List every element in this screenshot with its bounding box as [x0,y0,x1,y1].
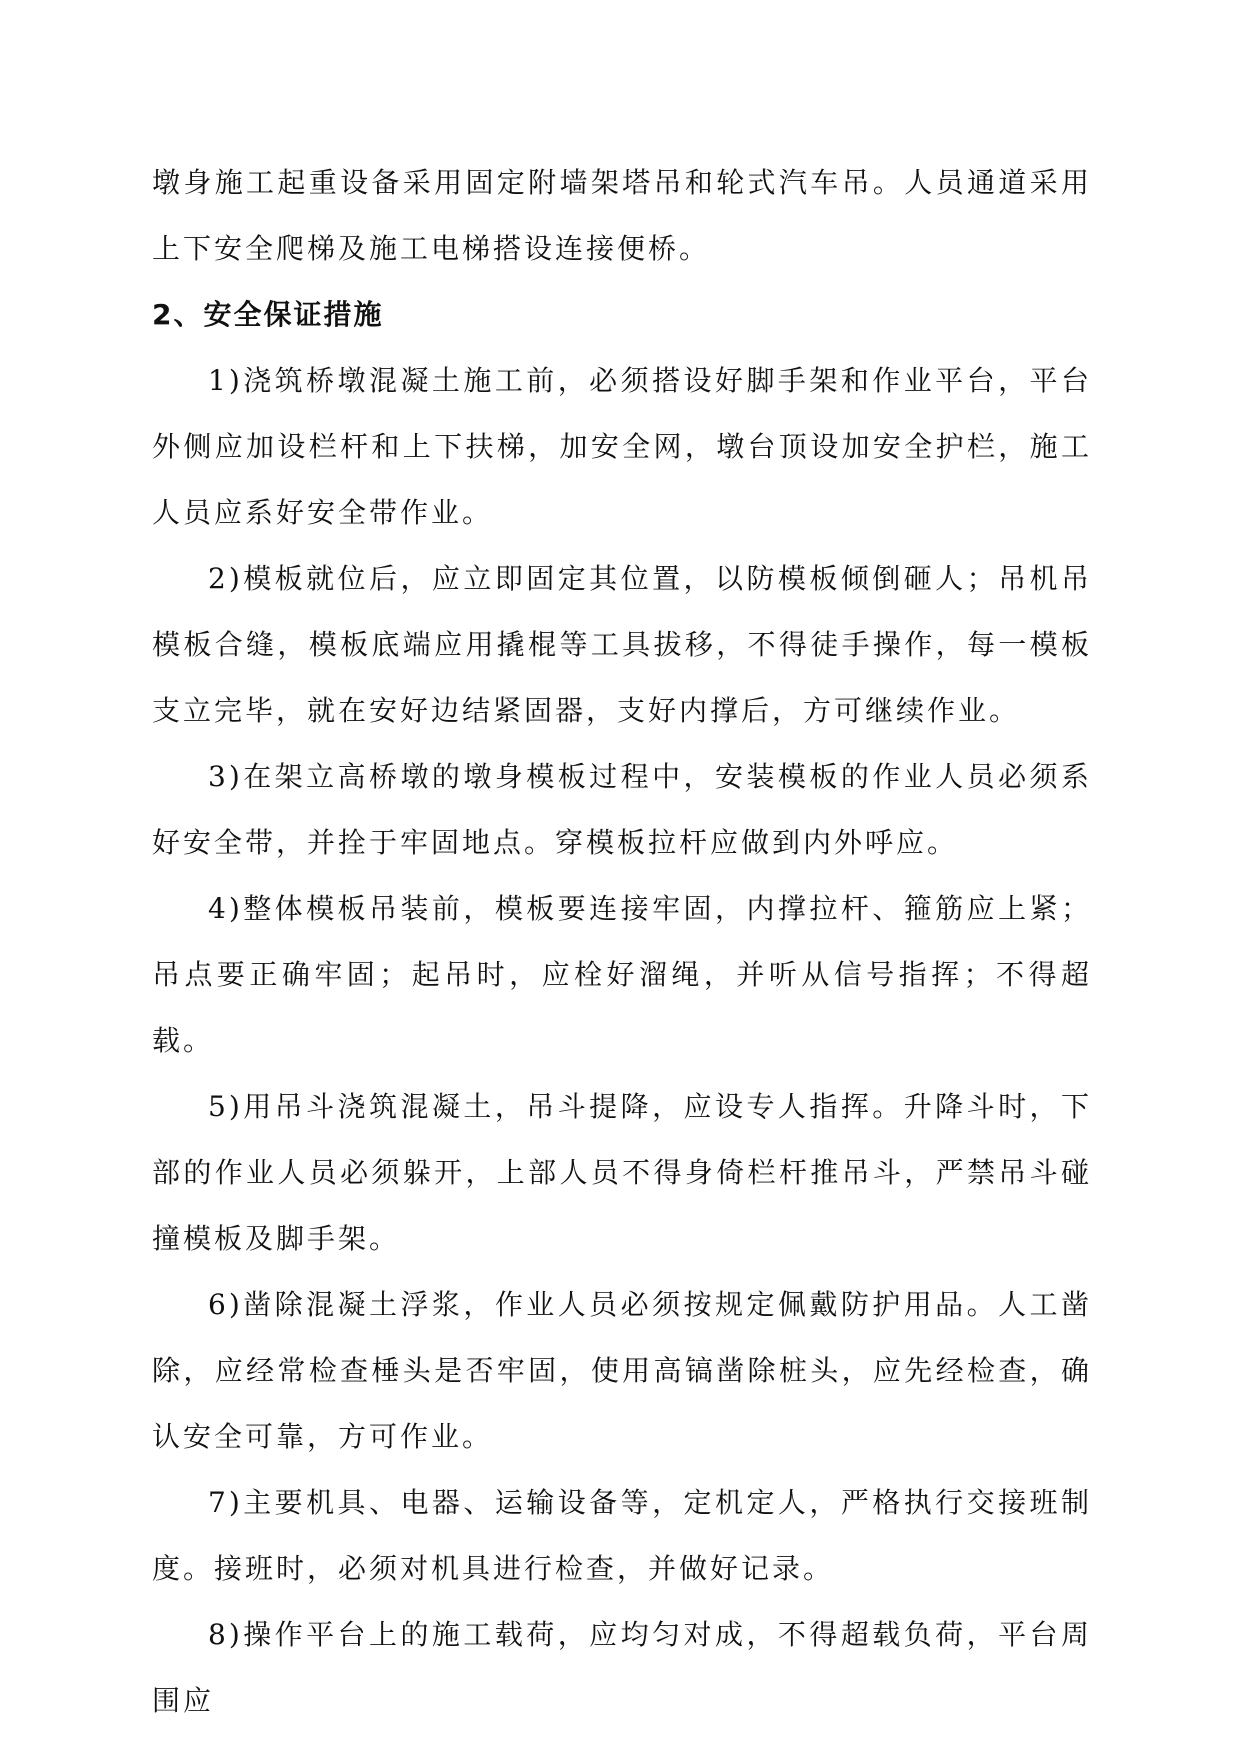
item-6-paragraph: 6)凿除混凝土浮浆，作业人员必须按规定佩戴防护用品。人工凿除，应经常检查棰头是否牢固，使用高镐凿除桩头，应先经检查，确认安全可靠，方可作业。 [152,1288,1092,1453]
item-7-paragraph: 7)主要机具、电器、运输设备等，定机定人，严格执行交接班制度。接班时，必须对机具进行检查，并做好记录。 [152,1486,1092,1585]
item-4-paragraph: 4)整体模板吊装前，模板要连接牢固，内撑拉杆、箍筋应上紧；吊点要正确牢固；起吊时，应栓好溜绳，并听从信号指挥；不得超载。 [152,892,1092,1057]
intro-paragraph: 墩身施工起重设备采用固定附墙架塔吊和轮式汽车吊。人员通道采用上下安全爬梯及施工电梯搭设连接便桥。 [152,166,1092,265]
item-2-paragraph: 2)模板就位后，应立即固定其位置，以防模板倾倒砸人；吊机吊模板合缝，模板底端应用撬棍等工具拔移，不得徒手操作，每一模板支立完毕，就在安好边结紧固器，支好内撑后，方可继续作业。 [152,562,1092,727]
item-1-paragraph: 1)浇筑桥墩混凝土施工前，必须搭设好脚手架和作业平台，平台外侧应加设栏杆和上下扶梯，加安全网，墩台顶设加安全护栏，施工人员应系好安全带作业。 [152,364,1092,529]
item-3-paragraph: 3)在架立高桥墩的墩身模板过程中，安装模板的作业人员必须系好安全带，并拴于牢固地点。穿模板拉杆应做到内外呼应。 [152,760,1092,859]
section-heading: 2、安全保证措施 [152,298,384,331]
document-page [152,150,1092,1734]
item-5-paragraph: 5)用吊斗浇筑混凝土，吊斗提降，应设专人指挥。升降斗时，下部的作业人员必须躲开，上部人员不得身倚栏杆推吊斗，严禁吊斗碰撞模板及脚手架。 [152,1090,1092,1255]
item-8-paragraph: 8)操作平台上的施工载荷，应均匀对成，不得超载负荷，平台周围应 [152,1618,1092,1717]
